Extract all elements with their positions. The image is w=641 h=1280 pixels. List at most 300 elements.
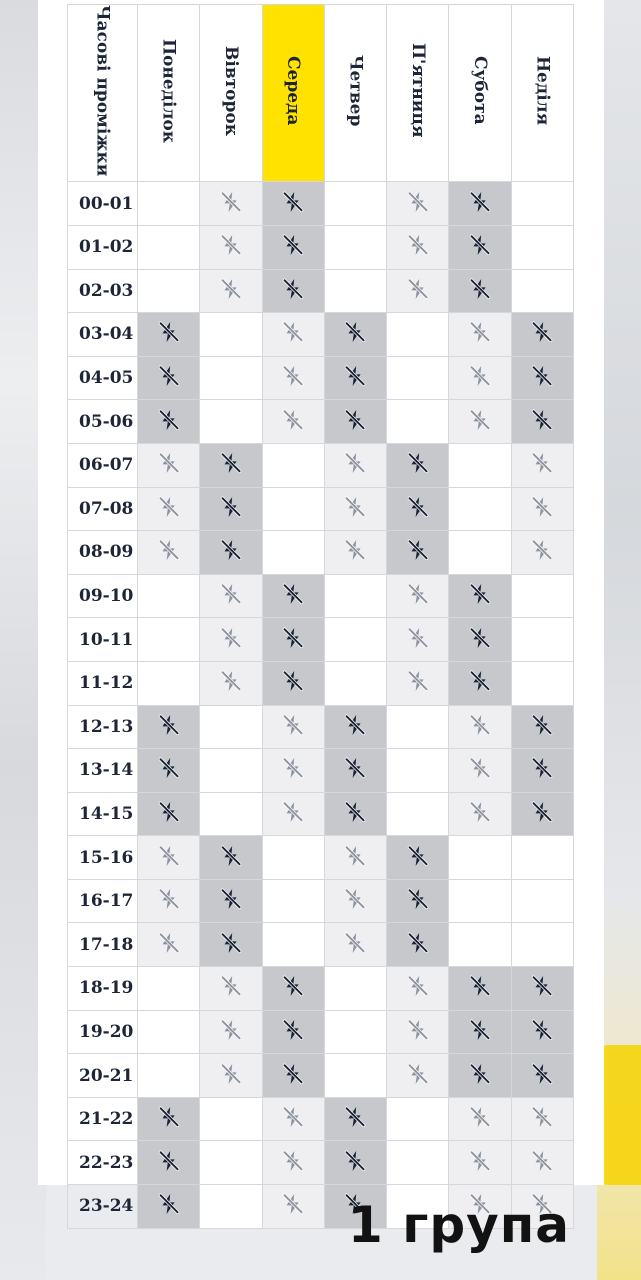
- lightning-off-icon: [343, 320, 367, 344]
- lightning-off-icon: [343, 756, 367, 780]
- lightning-off-icon: [219, 1018, 243, 1042]
- time-slot-label: 18-19: [68, 967, 138, 1011]
- schedule-cell-off: [138, 705, 200, 749]
- schedule-cell-on: [449, 836, 511, 880]
- schedule-cell-on: [387, 1097, 449, 1141]
- schedule-cell-off: [511, 1054, 573, 1098]
- schedule-row: [68, 356, 574, 400]
- lightning-off-icon: [530, 495, 554, 519]
- schedule-cell-maybe: [449, 313, 511, 357]
- schedule-cell-on: [138, 574, 200, 618]
- lightning-off-icon: [281, 408, 305, 432]
- lightning-off-icon: [281, 800, 305, 824]
- lightning-off-icon: [406, 233, 430, 257]
- schedule-cell-off: [262, 225, 324, 269]
- lightning-off-icon: [406, 626, 430, 650]
- schedule-cell-on: [200, 1141, 262, 1185]
- lightning-off-icon: [530, 408, 554, 432]
- lightning-off-icon: [406, 277, 430, 301]
- schedule-cell-off: [138, 749, 200, 793]
- schedule-row: [68, 225, 574, 269]
- schedule-cell-off: [200, 531, 262, 575]
- schedule-cell-on: [324, 225, 386, 269]
- schedule-cell-maybe: [324, 443, 386, 487]
- lightning-off-icon: [157, 495, 181, 519]
- schedule-cell-maybe: [200, 1054, 262, 1098]
- lightning-off-icon: [406, 974, 430, 998]
- schedule-cell-off: [138, 400, 200, 444]
- lightning-off-icon: [157, 1149, 181, 1173]
- lightning-off-icon: [468, 233, 492, 257]
- time-slot-label: 11-12: [68, 661, 138, 705]
- time-slot-label: 09-10: [68, 574, 138, 618]
- lightning-off-icon: [281, 277, 305, 301]
- schedule-row: [68, 313, 574, 357]
- schedule-cell-maybe: [200, 661, 262, 705]
- schedule-cell-maybe: [262, 1141, 324, 1185]
- schedule-cell-off: [262, 1010, 324, 1054]
- schedule-cell-maybe: [262, 1097, 324, 1141]
- lightning-off-icon: [219, 582, 243, 606]
- lightning-off-icon: [281, 1018, 305, 1042]
- schedule-cell-maybe: [262, 313, 324, 357]
- schedule-cell-off: [387, 531, 449, 575]
- lightning-off-icon: [219, 190, 243, 214]
- schedule-cell-on: [262, 836, 324, 880]
- schedule-row: [68, 269, 574, 313]
- lightning-off-icon: [343, 538, 367, 562]
- schedule-cell-maybe: [387, 225, 449, 269]
- lightning-off-icon: [468, 756, 492, 780]
- lightning-off-icon: [157, 364, 181, 388]
- time-slot-label: 17-18: [68, 923, 138, 967]
- schedule-cell-on: [324, 1054, 386, 1098]
- lightning-off-icon: [281, 974, 305, 998]
- time-slot-label: 20-21: [68, 1054, 138, 1098]
- lightning-off-icon: [157, 451, 181, 475]
- lightning-off-icon: [281, 233, 305, 257]
- lightning-off-icon: [468, 713, 492, 737]
- schedule-cell-maybe: [138, 531, 200, 575]
- time-slot-label: 22-23: [68, 1141, 138, 1185]
- schedule-cell-off: [138, 356, 200, 400]
- schedule-cell-maybe: [449, 1097, 511, 1141]
- lightning-off-icon: [530, 1149, 554, 1173]
- schedule-cell-maybe: [200, 225, 262, 269]
- schedule-cell-off: [324, 749, 386, 793]
- time-column-header: [68, 5, 138, 182]
- schedule-cell-on: [324, 574, 386, 618]
- schedule-cell-maybe: [200, 1010, 262, 1054]
- schedule-cell-maybe: [449, 1141, 511, 1185]
- lightning-off-icon: [219, 495, 243, 519]
- lightning-off-icon: [530, 713, 554, 737]
- time-slot-label: 06-07: [68, 443, 138, 487]
- schedule-cell-on: [200, 313, 262, 357]
- schedule-cell-on: [262, 487, 324, 531]
- schedule-row: [68, 1141, 574, 1185]
- schedule-cell-on: [262, 879, 324, 923]
- schedule-cell-maybe: [324, 836, 386, 880]
- schedule-cell-on: [449, 923, 511, 967]
- schedule-cell-on: [200, 356, 262, 400]
- schedule-cell-off: [262, 967, 324, 1011]
- lightning-off-icon: [157, 713, 181, 737]
- schedule-cell-off: [200, 836, 262, 880]
- schedule-row: [68, 182, 574, 226]
- schedule-row: [68, 967, 574, 1011]
- schedule-cell-on: [387, 400, 449, 444]
- lightning-off-icon: [406, 451, 430, 475]
- lightning-off-icon: [219, 669, 243, 693]
- lightning-off-icon: [281, 626, 305, 650]
- schedule-cell-on: [138, 967, 200, 1011]
- group-label: 1 група: [348, 1196, 570, 1254]
- time-slot-label: 16-17: [68, 879, 138, 923]
- lightning-off-icon: [281, 1149, 305, 1173]
- schedule-cell-maybe: [138, 487, 200, 531]
- lightning-off-icon: [530, 1105, 554, 1129]
- schedule-cell-off: [387, 836, 449, 880]
- schedule-cell-on: [200, 749, 262, 793]
- schedule-cell-off: [324, 705, 386, 749]
- schedule-row: [68, 531, 574, 575]
- day-header-sunday: Неділя: [511, 5, 573, 182]
- day-header-friday: П'ятниця: [387, 5, 449, 182]
- lightning-off-icon: [343, 408, 367, 432]
- schedule-cell-off: [511, 400, 573, 444]
- day-header-wednesday: Середа: [262, 5, 324, 182]
- schedule-row: [68, 749, 574, 793]
- lightning-off-icon: [343, 364, 367, 388]
- time-slot-label: 21-22: [68, 1097, 138, 1141]
- schedule-cell-maybe: [387, 182, 449, 226]
- schedule-cell-maybe: [138, 836, 200, 880]
- header-row: [68, 5, 574, 182]
- schedule-cell-maybe: [449, 400, 511, 444]
- schedule-cell-off: [387, 879, 449, 923]
- lightning-off-icon: [281, 582, 305, 606]
- lightning-off-icon: [406, 844, 430, 868]
- schedule-cell-off: [138, 792, 200, 836]
- schedule-cell-on: [387, 792, 449, 836]
- lightning-off-icon: [281, 364, 305, 388]
- lightning-off-icon: [406, 1018, 430, 1042]
- schedule-cell-on: [138, 269, 200, 313]
- lightning-off-icon: [406, 931, 430, 955]
- schedule-cell-maybe: [200, 618, 262, 662]
- schedule-cell-on: [200, 792, 262, 836]
- schedule-row: [68, 487, 574, 531]
- schedule-cell-maybe: [324, 531, 386, 575]
- schedule-cell-on: [511, 836, 573, 880]
- schedule-cell-on: [200, 1185, 262, 1229]
- schedule-cell-on: [200, 1097, 262, 1141]
- lightning-off-icon: [530, 1062, 554, 1086]
- schedule-cell-maybe: [324, 487, 386, 531]
- schedule-row: [68, 923, 574, 967]
- lightning-off-icon: [468, 626, 492, 650]
- lightning-off-icon: [157, 320, 181, 344]
- schedule-cell-off: [262, 661, 324, 705]
- day-header-thursday: Четвер: [324, 5, 386, 182]
- schedule-cell-on: [138, 1054, 200, 1098]
- lightning-off-icon: [219, 844, 243, 868]
- schedule-cell-off: [449, 574, 511, 618]
- schedule-cell-off: [449, 618, 511, 662]
- schedule-cell-maybe: [262, 1185, 324, 1229]
- lightning-off-icon: [406, 538, 430, 562]
- schedule-cell-off: [200, 923, 262, 967]
- time-slot-label: 19-20: [68, 1010, 138, 1054]
- schedule-cell-on: [138, 225, 200, 269]
- schedule-cell-on: [200, 705, 262, 749]
- lightning-off-icon: [406, 495, 430, 519]
- schedule-row: [68, 400, 574, 444]
- schedule-cell-on: [262, 443, 324, 487]
- lightning-off-icon: [406, 1062, 430, 1086]
- schedule-cell-on: [324, 967, 386, 1011]
- lightning-off-icon: [530, 538, 554, 562]
- lightning-off-icon: [281, 320, 305, 344]
- time-slot-label: 05-06: [68, 400, 138, 444]
- schedule-cell-on: [449, 531, 511, 575]
- schedule-cell-off: [324, 313, 386, 357]
- lightning-off-icon: [530, 974, 554, 998]
- schedule-cell-maybe: [138, 443, 200, 487]
- schedule-cell-off: [200, 879, 262, 923]
- lightning-off-icon: [157, 887, 181, 911]
- time-slot-label: 04-05: [68, 356, 138, 400]
- lightning-off-icon: [406, 669, 430, 693]
- lightning-off-icon: [281, 190, 305, 214]
- lightning-off-icon: [406, 887, 430, 911]
- lightning-off-icon: [219, 974, 243, 998]
- schedule-cell-maybe: [449, 356, 511, 400]
- lightning-off-icon: [530, 800, 554, 824]
- schedule-cell-off: [387, 443, 449, 487]
- lightning-off-icon: [530, 364, 554, 388]
- schedule-cell-off: [511, 1010, 573, 1054]
- schedule-cell-on: [324, 269, 386, 313]
- lightning-off-icon: [468, 364, 492, 388]
- schedule-cell-maybe: [262, 400, 324, 444]
- schedule-cell-off: [449, 1054, 511, 1098]
- lightning-off-icon: [468, 1149, 492, 1173]
- schedule-cell-off: [138, 313, 200, 357]
- lightning-off-icon: [281, 1192, 305, 1216]
- lightning-off-icon: [406, 582, 430, 606]
- time-slot-label: 15-16: [68, 836, 138, 880]
- schedule-cell-off: [200, 443, 262, 487]
- time-slot-label: 00-01: [68, 182, 138, 226]
- time-slot-label: 03-04: [68, 313, 138, 357]
- lightning-off-icon: [281, 1062, 305, 1086]
- schedule-cell-off: [262, 574, 324, 618]
- lightning-off-icon: [219, 233, 243, 257]
- lightning-off-icon: [468, 1018, 492, 1042]
- lightning-off-icon: [468, 408, 492, 432]
- schedule-cell-off: [511, 792, 573, 836]
- schedule-cell-maybe: [387, 618, 449, 662]
- schedule-cell-off: [511, 749, 573, 793]
- lightning-off-icon: [281, 713, 305, 737]
- lightning-off-icon: [157, 538, 181, 562]
- schedule-cell-maybe: [387, 967, 449, 1011]
- schedule-row: [68, 618, 574, 662]
- schedule-cell-off: [449, 1010, 511, 1054]
- lightning-off-icon: [468, 669, 492, 693]
- lightning-off-icon: [468, 277, 492, 301]
- schedule-cell-off: [138, 1141, 200, 1185]
- lightning-off-icon: [219, 1062, 243, 1086]
- schedule-cell-on: [324, 182, 386, 226]
- schedule-cell-on: [387, 749, 449, 793]
- schedule-cell-on: [511, 879, 573, 923]
- schedule-cell-off: [511, 313, 573, 357]
- schedule-cell-on: [324, 1010, 386, 1054]
- schedule-row: [68, 792, 574, 836]
- lightning-off-icon: [530, 756, 554, 780]
- lightning-off-icon: [343, 800, 367, 824]
- schedule-cell-on: [138, 182, 200, 226]
- schedule-cell-maybe: [449, 792, 511, 836]
- lightning-off-icon: [468, 190, 492, 214]
- schedule-cell-maybe: [511, 1141, 573, 1185]
- schedule-cell-on: [511, 269, 573, 313]
- schedule-cell-on: [449, 487, 511, 531]
- time-slot-label: 01-02: [68, 225, 138, 269]
- lightning-off-icon: [343, 1149, 367, 1173]
- schedule-cell-on: [511, 182, 573, 226]
- lightning-off-icon: [530, 1018, 554, 1042]
- schedule-cell-on: [511, 225, 573, 269]
- time-slot-label: 02-03: [68, 269, 138, 313]
- day-header-tuesday: Вівторок: [200, 5, 262, 182]
- schedule-cell-off: [324, 356, 386, 400]
- time-slot-label: 12-13: [68, 705, 138, 749]
- schedule-cell-maybe: [138, 923, 200, 967]
- schedule-cell-off: [324, 400, 386, 444]
- schedule-cell-on: [138, 1010, 200, 1054]
- schedule-row: [68, 836, 574, 880]
- schedule-row: [68, 443, 574, 487]
- schedule-cell-off: [511, 705, 573, 749]
- lightning-off-icon: [343, 1105, 367, 1129]
- lightning-off-icon: [219, 277, 243, 301]
- time-slot-label: 14-15: [68, 792, 138, 836]
- lightning-off-icon: [343, 495, 367, 519]
- lightning-off-icon: [530, 451, 554, 475]
- lightning-off-icon: [157, 408, 181, 432]
- schedule-cell-off: [511, 356, 573, 400]
- schedule-row: [68, 661, 574, 705]
- lightning-off-icon: [468, 800, 492, 824]
- lightning-off-icon: [157, 1192, 181, 1216]
- lightning-off-icon: [406, 190, 430, 214]
- lightning-off-icon: [468, 1105, 492, 1129]
- lightning-off-icon: [343, 844, 367, 868]
- schedule-cell-off: [324, 1141, 386, 1185]
- schedule-cell-maybe: [200, 269, 262, 313]
- schedule-cell-on: [387, 1141, 449, 1185]
- schedule-cell-maybe: [387, 1054, 449, 1098]
- lightning-off-icon: [157, 844, 181, 868]
- schedule-cell-on: [138, 661, 200, 705]
- lightning-off-icon: [343, 713, 367, 737]
- lightning-off-icon: [468, 320, 492, 344]
- lightning-off-icon: [157, 800, 181, 824]
- schedule-cell-off: [449, 269, 511, 313]
- schedule-cell-maybe: [511, 531, 573, 575]
- lightning-off-icon: [157, 931, 181, 955]
- schedule-cell-on: [387, 705, 449, 749]
- schedule-cell-on: [449, 443, 511, 487]
- schedule-row: [68, 1010, 574, 1054]
- schedule-cell-on: [511, 618, 573, 662]
- schedule-cell-off: [200, 487, 262, 531]
- lightning-off-icon: [468, 582, 492, 606]
- schedule-row: [68, 574, 574, 618]
- schedule-cell-maybe: [387, 661, 449, 705]
- schedule-cell-off: [324, 792, 386, 836]
- schedule-cell-on: [511, 574, 573, 618]
- schedule-cell-maybe: [324, 923, 386, 967]
- schedule-cell-on: [138, 618, 200, 662]
- schedule-cell-maybe: [449, 705, 511, 749]
- schedule-cell-maybe: [200, 967, 262, 1011]
- time-slot-label: 13-14: [68, 749, 138, 793]
- time-slot-label: 10-11: [68, 618, 138, 662]
- schedule-cell-maybe: [511, 1097, 573, 1141]
- lightning-off-icon: [219, 626, 243, 650]
- outage-schedule-table: [67, 4, 574, 1229]
- schedule-cell-maybe: [138, 879, 200, 923]
- schedule-cell-on: [511, 923, 573, 967]
- schedule-cell-on: [511, 661, 573, 705]
- schedule-cell-off: [138, 1185, 200, 1229]
- schedule-cell-on: [449, 879, 511, 923]
- time-column-label: Часові проміжки: [92, 5, 113, 177]
- schedule-row: [68, 705, 574, 749]
- schedule-cell-on: [262, 923, 324, 967]
- schedule-cell-maybe: [200, 574, 262, 618]
- schedule-cell-off: [138, 1097, 200, 1141]
- schedule-row: [68, 1097, 574, 1141]
- lightning-off-icon: [157, 1105, 181, 1129]
- schedule-cell-maybe: [324, 879, 386, 923]
- time-slot-label: 08-09: [68, 531, 138, 575]
- schedule-cell-on: [324, 661, 386, 705]
- lightning-off-icon: [219, 451, 243, 475]
- schedule-row: [68, 879, 574, 923]
- schedule-cell-maybe: [262, 356, 324, 400]
- schedule-cell-off: [449, 967, 511, 1011]
- schedule-cell-off: [449, 661, 511, 705]
- schedule-cell-maybe: [262, 792, 324, 836]
- schedule-cell-off: [449, 225, 511, 269]
- schedule-cell-on: [262, 531, 324, 575]
- schedule-cell-off: [262, 182, 324, 226]
- lightning-off-icon: [343, 931, 367, 955]
- schedule-cell-maybe: [387, 574, 449, 618]
- lightning-off-icon: [530, 320, 554, 344]
- schedule-cell-on: [387, 313, 449, 357]
- schedule-cell-maybe: [387, 1010, 449, 1054]
- schedule-cell-off: [387, 923, 449, 967]
- schedule-cell-maybe: [511, 443, 573, 487]
- lightning-off-icon: [468, 974, 492, 998]
